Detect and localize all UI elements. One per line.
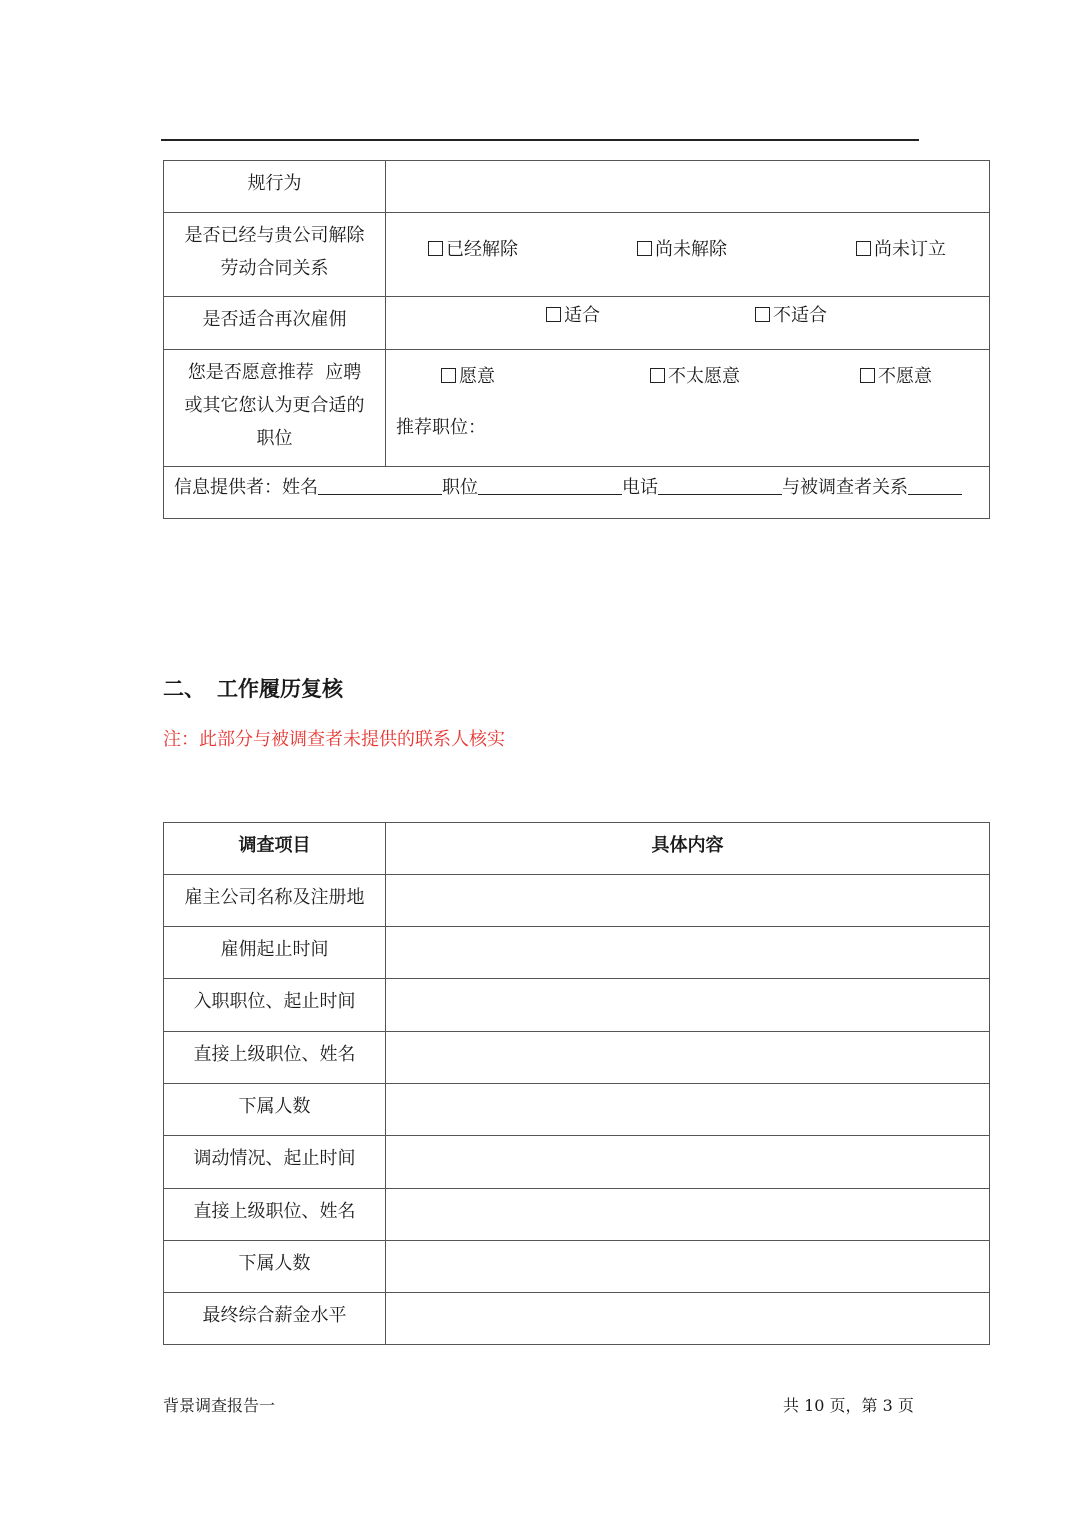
option-not-suitable[interactable]: 不适合	[755, 301, 827, 327]
row-label-recommend	[164, 350, 386, 467]
provider-position-label: 职位	[442, 477, 478, 498]
header-item: 调查项目	[164, 823, 386, 875]
provider-name-label: 信息提供者：姓名	[174, 477, 318, 498]
label-line: 您是否愿意推荐 应聘	[187, 362, 362, 383]
row-label: 下属人数	[164, 1241, 386, 1293]
footer-title: 背景调查报告一	[163, 1396, 276, 1415]
checkbox-icon[interactable]	[546, 307, 561, 322]
option-already-terminated[interactable]: 已经解除	[428, 235, 518, 261]
row-label: 调动情况、起止时间	[164, 1136, 386, 1189]
option-somewhat-unwilling[interactable]: 不太愿意	[650, 362, 740, 388]
table-header-row	[164, 823, 990, 875]
row-value[interactable]	[386, 875, 990, 927]
row-value[interactable]	[386, 1032, 990, 1084]
row-label: 直接上级职位、姓名	[164, 1032, 386, 1084]
section-title	[163, 673, 343, 703]
row-value[interactable]	[386, 1084, 990, 1136]
row-label: 下属人数	[164, 1084, 386, 1136]
row-value[interactable]	[386, 927, 990, 979]
table-row	[164, 213, 990, 297]
provider-name-blank[interactable]	[318, 476, 442, 495]
table-row	[164, 1032, 990, 1084]
row-value[interactable]	[386, 1189, 990, 1241]
label-line: 劳动合同关系	[220, 258, 329, 279]
row-value[interactable]	[386, 1136, 990, 1189]
row-value[interactable]	[386, 979, 990, 1032]
option-not-terminated[interactable]: 尚未解除	[637, 235, 727, 261]
provider-phone-blank[interactable]	[658, 476, 782, 495]
checkbox-icon[interactable]	[428, 241, 443, 256]
header-rule	[161, 139, 919, 141]
row-label-terminated	[164, 213, 386, 297]
provider-phone-label: 电话	[622, 477, 658, 498]
table-row	[164, 1241, 990, 1293]
rehire-options	[386, 297, 990, 350]
checkbox-icon[interactable]	[637, 241, 652, 256]
provider-position-blank[interactable]	[478, 476, 622, 495]
row-label: 直接上级职位、姓名	[164, 1189, 386, 1241]
row-label: 雇主公司名称及注册地	[164, 875, 386, 927]
row-label-rehire: 是否适合再次雇佣	[164, 297, 386, 350]
table-row	[164, 350, 990, 467]
checkbox-icon[interactable]	[755, 307, 770, 322]
row-value[interactable]	[386, 1293, 990, 1345]
row-label-conduct: 规行为	[164, 161, 386, 213]
checkbox-icon[interactable]	[856, 241, 871, 256]
table-row	[164, 927, 990, 979]
table-row	[164, 161, 990, 213]
row-value[interactable]	[386, 1241, 990, 1293]
option-not-signed[interactable]: 尚未订立	[856, 235, 946, 261]
label-line: 或其它您认为更合适的	[184, 395, 365, 416]
row-label: 最终综合薪金水平	[164, 1293, 386, 1345]
option-suitable[interactable]: 适合	[546, 301, 600, 327]
row-value-conduct[interactable]	[386, 161, 990, 213]
label-line: 职位	[256, 428, 293, 449]
section-note: 注：此部分与被调查者未提供的联系人核实	[163, 729, 505, 750]
info-provider-row	[164, 467, 990, 519]
work-history-table	[163, 822, 990, 1345]
option-willing[interactable]: 愿意	[441, 362, 495, 388]
section-heading: 工作履历复核	[217, 676, 343, 701]
table-row	[164, 1136, 990, 1189]
checkbox-icon[interactable]	[860, 368, 875, 383]
label-line: 是否已经与贵公司解除	[184, 225, 365, 246]
provider-relation-label: 与被调查者关系	[782, 477, 908, 498]
terminated-options	[386, 213, 990, 297]
footer-page-number: 共 10 页，第 3 页	[783, 1396, 914, 1415]
checkbox-icon[interactable]	[650, 368, 665, 383]
provider-relation-blank[interactable]	[908, 476, 962, 495]
table-row	[164, 1084, 990, 1136]
recommend-options	[386, 350, 990, 467]
table-row	[164, 467, 990, 519]
row-label: 入职职位、起止时间	[164, 979, 386, 1032]
option-unwilling[interactable]: 不愿意	[860, 362, 932, 388]
checkbox-icon[interactable]	[441, 368, 456, 383]
table-row	[164, 1293, 990, 1345]
reference-check-table	[163, 160, 990, 519]
table-row	[164, 979, 990, 1032]
recommended-position-label: 推荐职位：	[396, 417, 486, 438]
table-row	[164, 1189, 990, 1241]
table-row	[164, 297, 990, 350]
header-content: 具体内容	[386, 823, 990, 875]
table-row	[164, 875, 990, 927]
row-label: 雇佣起止时间	[164, 927, 386, 979]
section-number: 二、	[163, 676, 205, 701]
